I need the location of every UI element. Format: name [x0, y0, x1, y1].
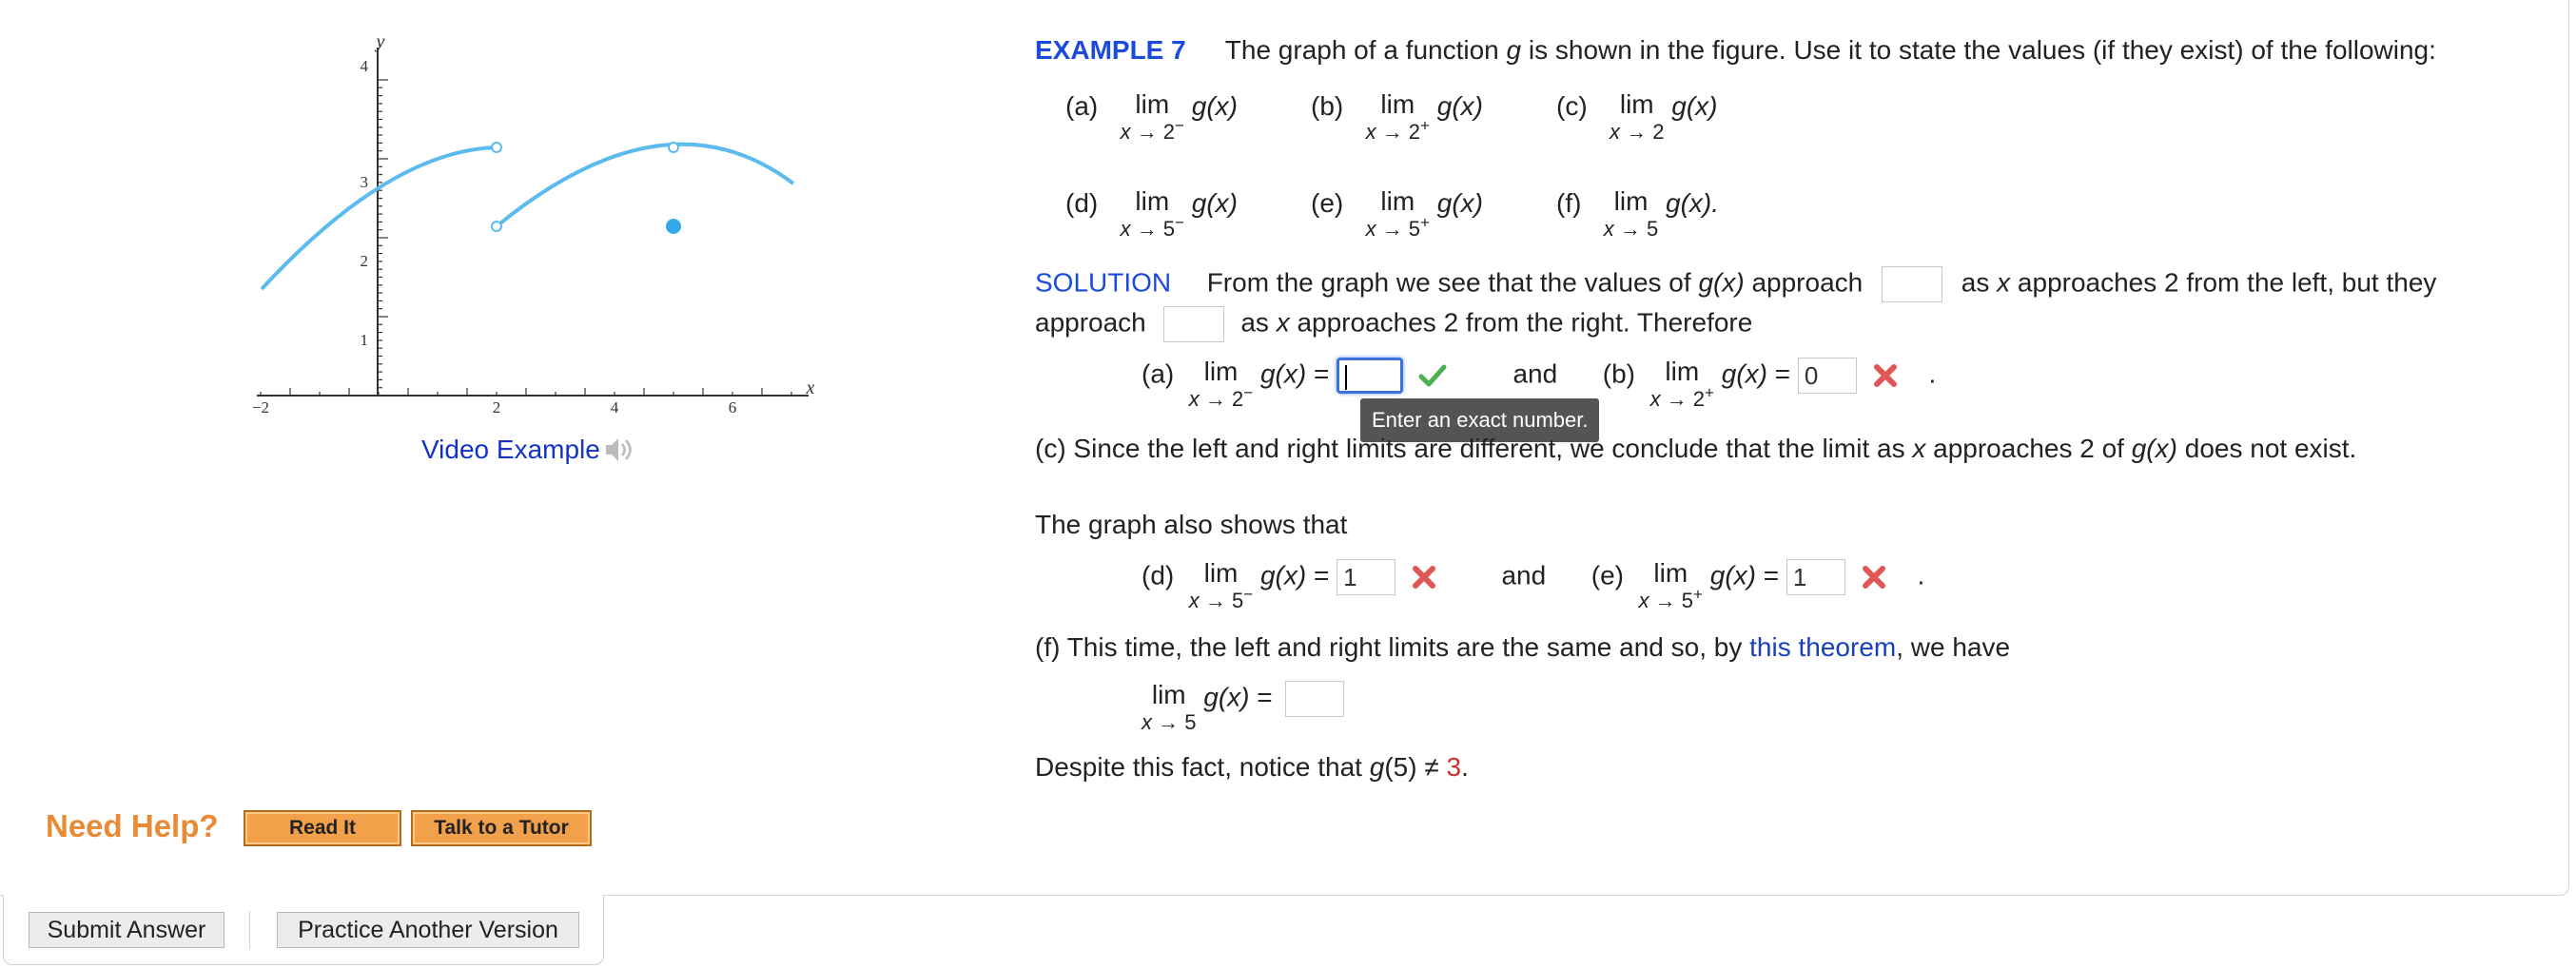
practice-another-version-button[interactable]: Practice Another Version [277, 912, 579, 948]
part-f-text: (f) This time, the left and right limits are the same and so, by this theorem, we have [1035, 632, 2011, 662]
lim-sup: + [1420, 213, 1430, 232]
example-header [1035, 34, 2436, 67]
answer-input-b[interactable]: 0 [1798, 358, 1857, 394]
limit-label: (f) [1556, 188, 1582, 218]
example-label: EXAMPLE 7 [1035, 35, 1186, 65]
lim-word: lim [1135, 186, 1170, 216]
answer-row-de: (d) lim x → 5− g(x) = 1 and (e) lim x → 5+ g(x) = 1 . [1142, 558, 1925, 612]
ytick-label: 1 [360, 331, 368, 349]
also-shows-text: The graph also shows that [1035, 510, 1348, 539]
need-help-label: Need Help? [46, 808, 219, 843]
cross-icon [1411, 564, 1437, 590]
limit-c: (c) lim x → 2 g(x) [1556, 89, 1718, 144]
open-point [492, 143, 501, 152]
answer-input-d[interactable]: 1 [1337, 559, 1395, 595]
limit-label: (a) [1065, 91, 1099, 121]
video-example-label[interactable]: Video Example [421, 435, 600, 464]
ytick-label: 4 [360, 57, 368, 75]
limit-label: (d) [1065, 188, 1099, 218]
limit-d: (d) lim x → 5− g(x) [1065, 186, 1238, 241]
limit-label: (c) [1556, 91, 1588, 121]
xtick-label: 4 [610, 398, 619, 416]
filled-point [666, 219, 681, 234]
lim-sup: + [1420, 116, 1430, 135]
submit-answer-button[interactable]: Submit Answer [29, 912, 224, 948]
limit-b: (b) lim x → 2+ g(x) [1311, 89, 1483, 144]
input-tooltip: Enter an exact number. [1360, 398, 1599, 442]
open-point [492, 222, 501, 231]
lim-word: lim [1613, 186, 1649, 216]
lim-word: lim [1380, 186, 1415, 216]
lim-word: lim [1380, 89, 1415, 119]
cross-icon [1872, 362, 1899, 389]
lim-word: lim [1619, 89, 1654, 119]
xtick-label: 2 [492, 398, 501, 416]
ytick-label: 3 [360, 173, 368, 191]
footer-divider [249, 911, 250, 949]
limit-label: (b) [1311, 91, 1344, 121]
solution-label: SOLUTION [1035, 267, 1172, 298]
answer-row-f: lim x → 5 g(x) = [1142, 681, 1344, 734]
lim-sup: − [1175, 116, 1184, 135]
talk-to-tutor-button[interactable]: Talk to a Tutor [411, 810, 592, 846]
x-axis-label: x [806, 378, 815, 398]
check-icon [1418, 363, 1447, 388]
open-point [669, 143, 678, 152]
curve-left [262, 147, 497, 289]
limit-f: (f) lim x → 5 g(x). [1556, 186, 1720, 241]
limit-expr: g(x) [1671, 91, 1718, 121]
solution-line-2: approach as x approaches 2 from the right. Therefore [1035, 306, 1752, 342]
video-example-link[interactable] [421, 434, 634, 466]
limit-e: (e) lim x → 5+ g(x) [1311, 186, 1483, 241]
lim-sup: − [1175, 213, 1184, 232]
speaker-icon [602, 434, 634, 466]
lim-word: lim [1135, 89, 1170, 119]
answer-input-e[interactable]: 1 [1786, 559, 1845, 595]
example-prompt-var: g [1506, 35, 1522, 65]
xtick-label: 6 [728, 398, 737, 416]
despite-text: Despite this fact, notice that g(5) ≠ 3. [1035, 752, 1469, 782]
curve-right [497, 145, 793, 226]
xtick-label: −2 [251, 398, 270, 416]
solution-line-1: SOLUTION From the graph we see that the values of g(x) approach as x approaches 2 from the left, but they [1035, 266, 2436, 302]
limit-expr: g(x) [1191, 91, 1238, 121]
answer-input-right-approach[interactable] [1163, 306, 1224, 342]
theorem-link[interactable]: this theorem [1749, 632, 1897, 662]
answer-input-f[interactable] [1285, 681, 1344, 717]
answer-input-a[interactable] [1337, 358, 1403, 394]
ytick-label: 2 [360, 252, 368, 270]
limit-expr: g(x) [1436, 91, 1483, 121]
answer-row-ab: (a) lim x → 2− g(x) = and (b) lim x → 2+ g(x) = 0 . [1142, 357, 1937, 411]
limit-expr: g(x) [1436, 188, 1483, 218]
read-it-button[interactable]: Read It [244, 810, 401, 846]
limit-expr: g(x) [1191, 188, 1238, 218]
y-axis-label: y [376, 31, 385, 52]
function-graph [238, 29, 828, 428]
example-prompt-post: is shown in the figure. Use it to state the values (if they exist) of the following: [1521, 35, 2436, 65]
limit-label: (e) [1311, 188, 1344, 218]
part-c-text: (c) Since the left and right limits are different, we conclude that the limit as x approaches 2 of g(x) does not exist. [1035, 434, 2357, 463]
limit-expr: g(x). [1666, 188, 1720, 218]
text-caret [1345, 365, 1347, 390]
limit-a: (a) lim x → 2− g(x) [1065, 89, 1238, 144]
cross-icon [1861, 564, 1887, 590]
example-prompt-pre: The graph of a function [1224, 35, 1507, 65]
answer-input-left-approach[interactable] [1882, 266, 1942, 302]
